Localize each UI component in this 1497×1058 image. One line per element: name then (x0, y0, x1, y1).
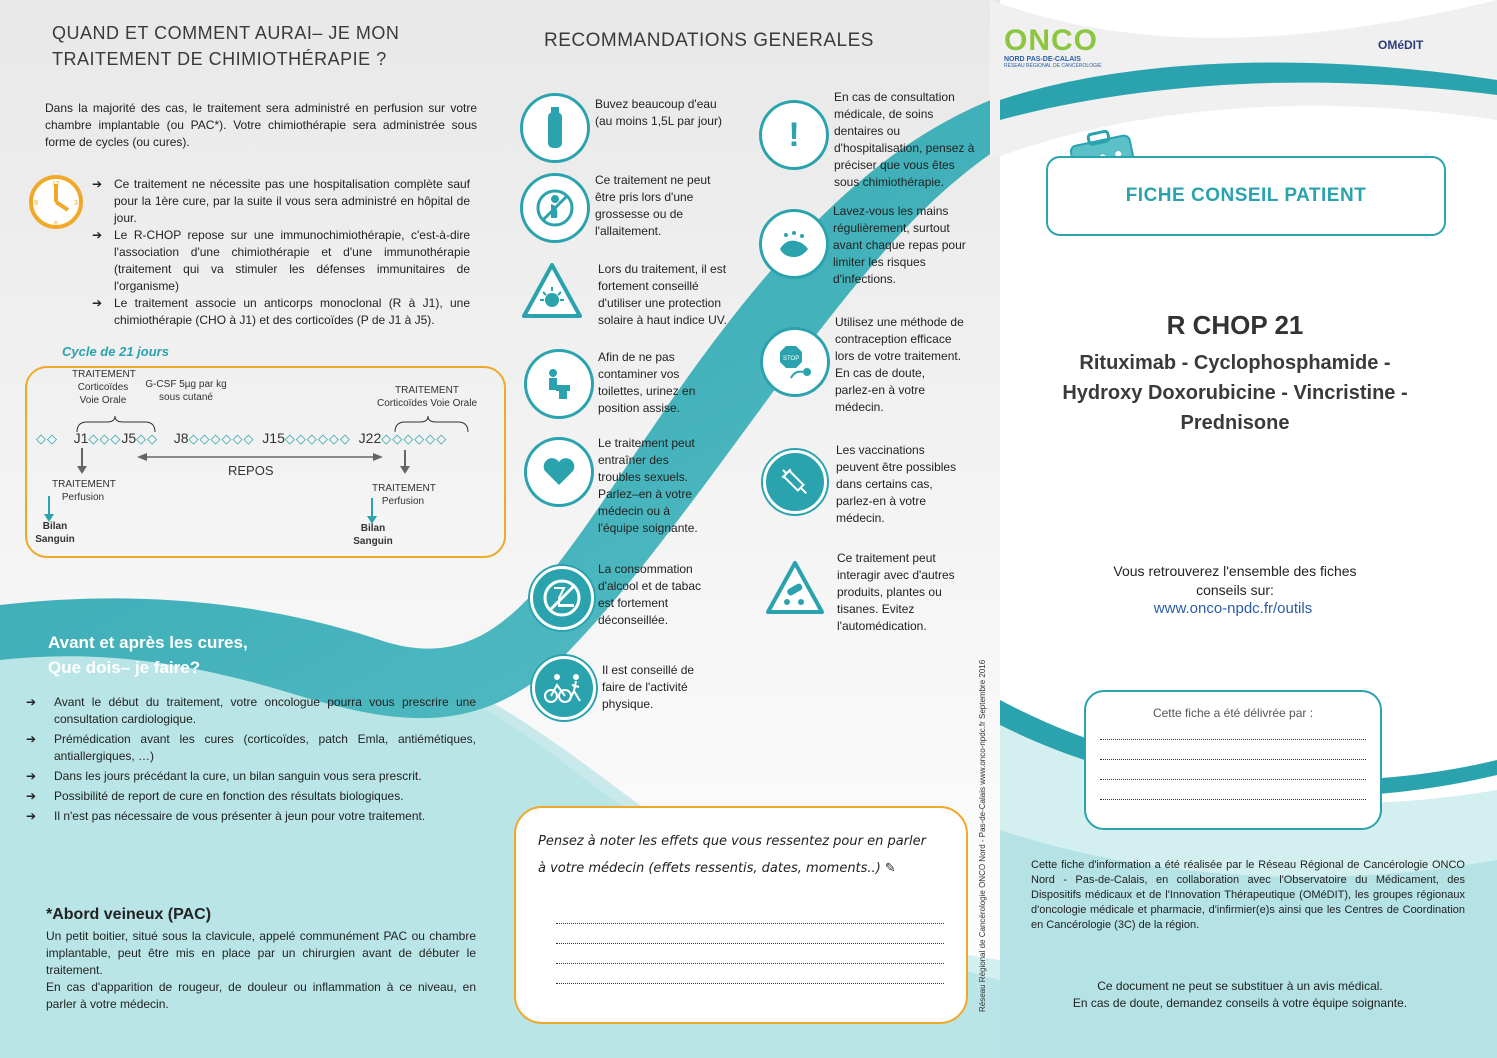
avant-title: Avant et après les cures, Que dois– je faire? (48, 633, 248, 677)
svg-text:12: 12 (52, 181, 60, 188)
day-j5: J5 (121, 430, 137, 446)
reco-text: Lavez-vous les mains régulièrement, surtout avant chaque repas pour limiter les risques d'infections. (833, 204, 966, 286)
bullet-item: ➔ Ce traitement ne nécessite pas une hospitalisation complète sauf pour la 1ère cure, par la suite il vous sera administré en hôpital de jour. (92, 176, 470, 227)
notes-prompt: Pensez à noter les effets que vous ressentez pour en parler à votre médecin (effets ressentis, dates, moments..) ✎ (538, 834, 926, 876)
no-alcohol-tobacco-icon (530, 566, 594, 630)
reco-text: Lors du traitement, il est fortement conseillé d'utiliser une protection solaire à haut indice UV. (598, 262, 727, 327)
cycle-repos: REPOS (228, 463, 274, 478)
reco-text: Utilisez une méthode de contraception efficace lors de votre traitement. En cas de doute, parlez-en à votre médecin. (835, 315, 964, 414)
cycle-title: Cycle de 21 jours (62, 344, 169, 359)
delivered-lines (1100, 720, 1366, 800)
drug-names: Rituximab - Cyclophosphamide - Hydroxy Doxorubicine - Vincristine - Prednisone (1062, 352, 1408, 434)
retrouvez-text: Vous retrouverez l'ensemble des fiches conseils sur: (1113, 563, 1357, 598)
day-j22: J22 (358, 430, 382, 446)
omedit-logo: OMéDIT (1378, 38, 1424, 52)
cycle-bilan2: Bilan Sanguin (353, 523, 393, 547)
avant-item: ➔ Prémédication avant les cures (corticoïdes, patch Emla, antiémétiques, antiallergiques, …) (26, 731, 476, 765)
reco-text: Il est conseillé de faire de l'activité physique. (602, 663, 695, 711)
toilet-icon (527, 352, 591, 416)
reco-text: Buvez beaucoup d'eau (au moins 1,5L par jour) (595, 97, 722, 128)
abord-title: *Abord veineux (PAC) (46, 906, 212, 923)
cycling-running-icon (532, 656, 596, 720)
cycle-trait1: TRAITEMENT Corticoïdes Voie Orale (72, 369, 136, 406)
syringe-icon (763, 450, 827, 514)
cycle-perf1: TRAITEMENT Perfusion (52, 479, 116, 503)
bullet-item: ➔ Le R-CHOP repose sur une immunochimiothérapie, c'est-à-dire l'association d'une chimiothérapie et d'une immunothérapie (traitement qui va stimuler les défenses immunitaires de l'organisme) (92, 227, 470, 295)
cycle-trait2: TRAITEMENT Corticoïdes Voie Orale (376, 385, 478, 409)
water-bottle-icon (523, 96, 587, 160)
drug-title: R CHOP 21 (1166, 310, 1304, 340)
fiche-label: FICHE CONSEIL PATIENT (1125, 185, 1367, 206)
reco-text: Les vaccinations peuvent être possibles dans certains cas, parlez-en à votre médecin. (836, 443, 957, 525)
reco-text: La consommation d'alcool et de tabac est fortement déconseillée. (598, 562, 702, 627)
intro-text: Dans la majorité des cas, le traitement sera administré en perfusion sur votre chambre implantable (ou PAC*). Votre chimiothérapie sera administrée sous forme de cycles (ou cures). (45, 101, 477, 149)
svg-text:9: 9 (34, 200, 38, 207)
clock-icon (28, 174, 84, 230)
treatment-bullets (92, 176, 470, 329)
svg-text:3: 3 (74, 200, 78, 207)
avant-item: ➔ Dans les jours précédant la cure, un bilan sanguin vous sera prescrit. (26, 768, 476, 785)
cycle-lines (25, 366, 502, 554)
notes-box[interactable] (514, 806, 968, 1024)
svg-text:6: 6 (54, 221, 58, 228)
contraception-icon (763, 330, 827, 394)
avant-item: ➔ Possibilité de report de cure en fonction des résultats biologiques. (26, 788, 476, 805)
delivered-box[interactable] (1084, 690, 1382, 830)
avant-list (26, 694, 476, 825)
reco-text: Ce traitement ne peut être pris lors d'une grossesse ou de l'allaitement. (595, 173, 711, 238)
cycle-bilan1: Bilan Sanguin (35, 521, 75, 545)
day-j1: J1 (73, 430, 89, 446)
left-title: QUAND ET COMMENT AURAI– JE MON TRAITEMENT DE CHIMIOTHÉRAPIE ? (52, 23, 400, 69)
abord-text: Un petit boitier, situé sous la clavicule, appelé communément PAC ou chambre implantable, peut être mis en place par un chirurgien avant de débuter le traitement. En cas d'apparition de rougeur, de douleur ou inflammation à ce niveau, en parler à votre médecin. (46, 929, 476, 1011)
vertical-credit: Réseau Régional de Cancérologie ONCO Nord - Pas-de-Calais www.onco-npdc.fr Septembre 2016 (978, 659, 987, 1012)
credits-text: Cette fiche d'information a été réalisée par le Réseau Régional de Cancérologie ONCO Nord - Pas-de-Calais, en collaboration avec l'Observatoire du Médicament, des Dispositifs médicaux et de l'Innovation Thérapeutique (OMéDIT), les groupes régionaux d'oncologie médicale et pharmacie, d'infirmier(e)s ainsi que les Centres de Coordination en Cancérologie (3C) de la région. (1031, 859, 1465, 931)
hand-washing-icon (762, 212, 826, 276)
cycle-gcsf: G-CSF 5µg par kg sous cutané (145, 379, 227, 403)
reco-text: Le traitement peut entraîner des troubles sexuels. Parlez–en à votre médecin ou à l'équipe soignante. (598, 436, 698, 535)
day-j8: J8 (173, 430, 189, 446)
reco-text: En cas de consultation médicale, de soins dentaires ou d'hospitalisation, pensez à préciser que vous êtes sous chimiothérapie. (834, 90, 975, 189)
cycle-timeline: ◇◇ J1◇◇◇J5◇◇ J8◇◇◇◇◇◇ J15◇◇◇◇◇◇ J22◇◇◇◇◇◇ (36, 430, 448, 446)
reco-text: Afin de ne pas contaminer vos toilettes, urinez en position assise. (598, 350, 696, 415)
heart-icon (527, 440, 591, 504)
exclamation-icon: ! (762, 103, 826, 167)
svg-text:STOP: STOP (783, 356, 800, 362)
day-j15: J15 (262, 430, 285, 446)
sun-warning-icon (521, 262, 583, 320)
reco-title: RECOMMANDATIONS GENERALES (544, 30, 874, 51)
cycle-perf2: TRAITEMENT Perfusion (372, 483, 436, 507)
disclaimer: Ce document ne peut se substituer à un avis médical. En cas de doute, demandez conseils à votre équipe soignante. (1072, 979, 1408, 1010)
url-link[interactable]: www.onco-npdc.fr/outils (1153, 600, 1313, 617)
onco-logo: ONCO NORD PAS-DE-CALAIS RÉSEAU RÉGIONAL DE CANCÉROLOGIE (1004, 24, 1102, 69)
no-pregnancy-icon (523, 176, 587, 240)
delivered-label: Cette fiche a été délivrée par : (1152, 706, 1314, 720)
fiche-conseil-box (1046, 156, 1446, 236)
avant-item: ➔ Il n'est pas nécessaire de vous présenter à jeun pour votre traitement. (26, 808, 476, 825)
pencil-icon: ✎ (884, 861, 896, 876)
medication-warning-icon (765, 560, 825, 616)
reco-text: Ce traitement peut interagir avec d'autres produits, plantes ou tisanes. Evitez l'automédication. (837, 551, 955, 633)
notes-lines (556, 904, 944, 984)
avant-item: ➔ Avant le début du traitement, votre oncologue pourra vous prescrire une consultation cardiologique. (26, 694, 476, 728)
bullet-item: ➔ Le traitement associe un anticorps monoclonal (R à J1), une chimiothérapie (CHO à J1) et des corticoïdes (P de J1 à J5). (92, 295, 470, 329)
